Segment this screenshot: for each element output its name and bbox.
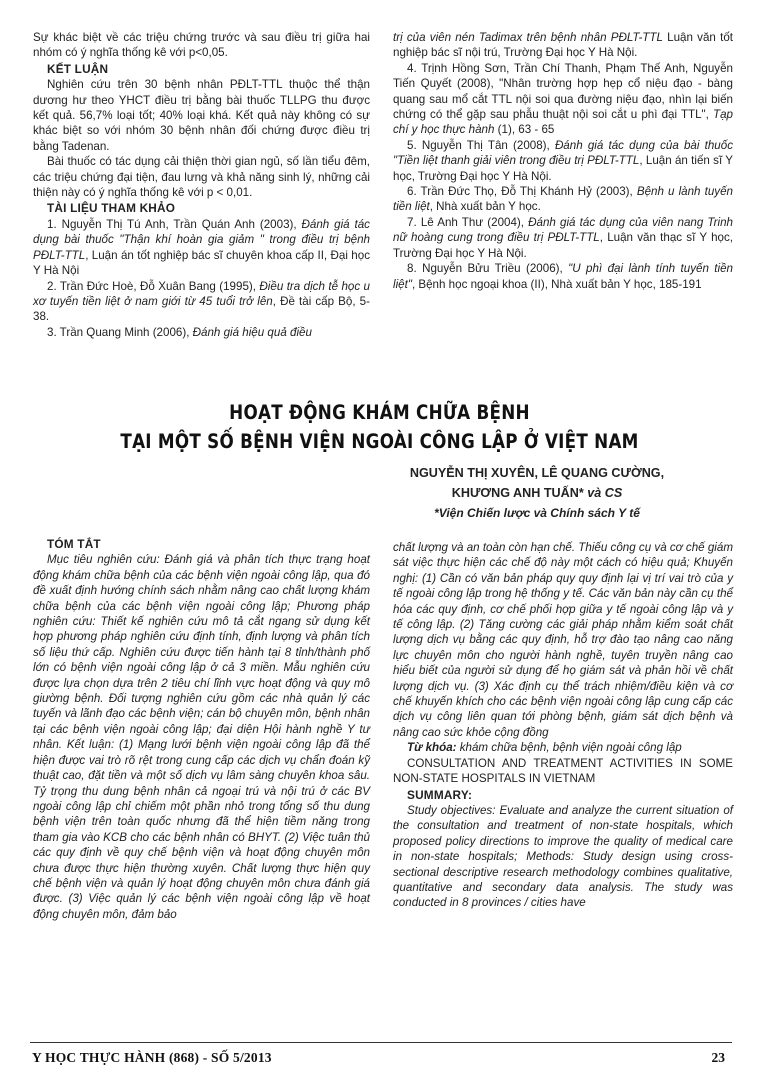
affiliation: *Viện Chiến lược và Chính sách Y tế <box>434 506 640 520</box>
english-title: CONSULTATION AND TREATMENT ACTIVITIES IN SOME NON-STATE HOSPITALS IN VIETNAM <box>393 756 733 786</box>
authors-line-1: NGUYỄN THỊ XUYÊN, LÊ QUANG CƯỜNG, <box>409 466 665 480</box>
bottom-left-column <box>33 536 370 922</box>
article-title-line-2: TẠI MỘT SỐ BỆNH VIỆN NGOÀI CÔNG LẬP Ở VIỆT NAM <box>120 430 639 453</box>
summary-body: Study objectives: Evaluate and analyze the current situation of the consultation and treatment of non-state hospitals, which proposed policy directions to improve the quality of medical care in non-state hospitals; Methods: Study design using cross-sectional descriptive research methodology combines qualitative, quantitative and secondary data analysis. The study was conducted in 8 provinces / cities have <box>393 803 733 910</box>
keywords-label: Từ khóa: <box>407 741 457 755</box>
abstract-body-continued: chất lượng và an toàn còn hạn chế. Thiếu công cụ và cơ chế giám sát việc thực hiện các chế độ này một cách có hiệu quả; Khuyến nghị: (1) Cần có văn bản pháp quy quy định lại vị trí vai trò của y tế ngoài công lập trong hệ thống y tế. Các văn bản này cần cụ thể hóa các quy định, cơ chế phối hợp giữa y tế ngoài công lập và y tế công lập. (2) Tăng cường các giải pháp nhằm kiểm soát chất lượng dịch vụ bằng các quy định, hỗ trợ đào tạo nâng cao năng lực chuyên môn cho người hành nghề, tuyên truyền nâng cao hiểu biết của người sử dụng để họ giám sát và phản hồi về chất lượng dịch vụ. (3) Xác định cụ thể trách nhiệm/điều kiện và cơ chế khuyến khích cho các bệnh viện ngoài công lập cung cấp các dịch vụ công liên quan tới phòng bệnh, giám sát dịch bệnh và nâng cao sức khỏe cộng đồng <box>393 541 733 739</box>
reference-1: 1. Nguyễn Thị Tú Anh, Trần Quán Anh (2003), Đánh giá tác dụng bài thuốc "Thận khí hoàn gia giảm " trong điều trị bệnh PĐLT-TTL, Luận án tốt nghiệp bác sĩ chuyên khoa cấp II, Đại học Y Hà Nội <box>33 217 370 278</box>
conclusion-heading: KẾT LUẬN <box>47 61 109 76</box>
references-heading: TÀI LIỆU THAM KHẢO <box>47 201 176 216</box>
results-paragraph: Sự khác biệt về các triệu chứng trước và sau điều trị giữa hai nhóm có ý nghĩa thống kê với p<0,05. <box>33 31 370 60</box>
journal-footer: Y HỌC THỰC HÀNH (868) - SỐ 5/2013 <box>32 1050 272 1065</box>
abstract-body: Mục tiêu nghiên cứu: Đánh giá và phân tích thực trạng hoạt động khám chữa bệnh của các bệnh viện ngoài công lập, qua đó đề xuất định hướng chính sách nhằm nâng cao chất lượng khám chữa bệnh của các bệnh viện ngoài công lập; Phương pháp nghiên cứu: Thiết kế nghiên cứu mô tả cắt ngang sử dụng kết hợp phương pháp nghiên cứu định tính, định lượng và phân tích số liệu thứ cấp. Nghiên cứu được tiến hành tại 8 tỉnh/thành phố lớn có bệnh viện ngoài công lập ở cả 3 miền. Mẫu nghiên cứu được lựa chọn dựa trên 2 tiêu chí lĩnh vực hoạt động và quy mô giường bệnh. Đối tượng nghiên cứu gồm các nhà quản lý các tuyến và lãnh đạo các bệnh viện; cán bộ chuyên môn, bệnh nhân tại các bệnh viện ngoài công lập; đại diện Hội hành nghề Y tư nhân. Kết luận: (1) Mạng lưới bệnh viện ngoài công lập đã thể hiện được vai trò rõ rệt trong cung cấp các dịch vụ chẩn đoán kỹ thuật cao, đặt tiền và một số dịch vụ lâm sàng chuyên khoa sâu. Tỷ trọng thu dung bệnh nhân cả ngoại trú và nội trú ở các BV ngoài công lập chỉ chiếm một phần nhỏ trong tổng số thu dung bệnh viện trên toàn quốc nhưng đã thể hiện tiềm năng trong tham gia vào KCB cho các bệnh nhân có BHYT. (2) Việc tuân thủ các quy định về quy chế bệnh viện và hoạt động chuyên môn chưa được thực hiện thường xuyên. Chất lượng thực hiện quy chế bệnh viện và quản lý hoạt động chuyên môn chưa đánh giá được. (3) Việc quản lý các bệnh viện ngoài công lập về hoạt động chuyên môn, đảm bảo <box>33 553 370 921</box>
reference-3: 3. Trần Quang Minh (2006), Đánh giá hiệu quả điều <box>47 325 312 339</box>
top-left-column <box>33 30 370 340</box>
bottom-right-column <box>393 540 733 911</box>
top-right-column <box>393 30 733 292</box>
reference-5: 5. Nguyễn Thị Tân (2008), Đánh giá tác dụng của bài thuốc "Tiền liệt thanh giải viên trong điều trị PĐLT-TTL, Luận án tiến sĩ Y học, Trường Đại học Y Hà Nội. <box>393 138 734 183</box>
conclusion-paragraph-2: Bài thuốc có tác dụng cải thiện thời gian ngủ, số lần tiểu đêm, các triệu chứng đại tiện, đau lưng và khả năng sinh lý, những cải thiện này có ý nghĩa thống kê với p < 0,01. <box>33 155 370 200</box>
article-title-line-1: HOẠT ĐỘNG KHÁM CHỮA BỆNH <box>229 401 530 424</box>
article-title <box>53 398 706 456</box>
reference-2: 2. Trần Đức Hoè, Đỗ Xuân Bang (1995), Điều tra dịch tễ học u xơ tuyến tiền liệt ở nam giới từ 45 tuổi trở lên, Đề tài cấp Bộ, 5-38. <box>33 279 371 324</box>
authors-line-2: KHƯƠNG ANH TUẤN* và CS <box>451 486 623 500</box>
reference-6: 6. Trần Đức Thọ, Đỗ Thị Khánh Hỷ (2003), Bệnh u lành tuyến tiền liệt, Nhà xuất bản Y học. <box>393 185 733 214</box>
reference-3-continued: trị của viên nén Tadimax trên bệnh nhân PĐLT-TTL Luận văn tốt nghiệp bác sĩ nội trú, Trường Đại học Y Hà Nội. <box>393 31 733 60</box>
conclusion-paragraph-1: Nghiên cứu trên 30 bệnh nhân PĐLT-TTL thuộc thể thận dương hư theo YHCT điều trị bằng bài thuốc TLLPG thu được kết quả. 56,7% loại tốt; 40% loại khá. Kết quả này không có sự khác biệt so với nhóm 30 bệnh nhân đối chứng được điều trị bằng Tadenan. <box>33 78 370 153</box>
authors-block <box>357 463 717 523</box>
reference-8: 8. Nguyễn Bửu Triều (2006), "U phì đại lành tính tuyến tiền liệt", Bệnh học ngoại khoa (II), Nhà xuất bản Y học, 185-191 <box>393 262 733 291</box>
summary-heading: SUMMARY: <box>407 787 473 802</box>
reference-4: 4. Trịnh Hồng Sơn, Trần Chí Thanh, Phạm Thế Anh, Nguyễn Tiến Quyết (2008), "Nhân trường hợp hẹp cổ niệu đạo - bàng quang sau mổ cắt TTL nội soi qua đường niệu đạo, nhìn lại biến chứng có thể gặp sau phẫu thuật nội soi cắt u phì đại TTL", Tạp chí y học thực hành (1), 63 - 65 <box>393 61 733 137</box>
reference-7: 7. Lê Anh Thư (2004), Đánh giá tác dụng của viên nang Trinh nữ hoàng cung trong điều trị PĐLT-TTL, Luận văn thạc sĩ Y học, Trường Đại học Y Hà Nội. <box>393 215 733 260</box>
footer-divider <box>30 1042 732 1043</box>
keywords-line: Từ khóa: khám chữa bệnh, bệnh viện ngoài công lập <box>407 741 682 755</box>
abstract-heading: TÓM TẮT <box>47 537 101 551</box>
page-number: 23 <box>711 1050 725 1065</box>
